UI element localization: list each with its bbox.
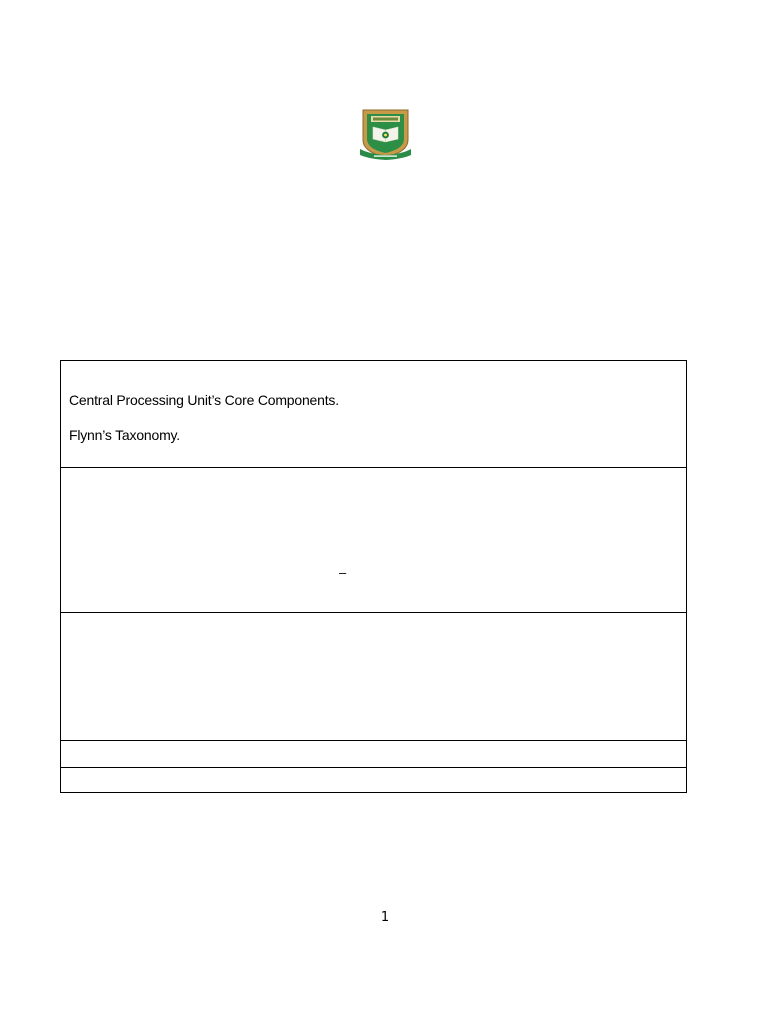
school-crest-logo: [359, 107, 412, 161]
dash-mark: –: [339, 565, 347, 580]
topic-line-flynns-taxonomy: Flynn’s Taxonomy.: [69, 427, 180, 443]
topic-line-cpu-components: Central Processing Unit’s Core Components.: [69, 392, 339, 408]
school-crest-icon: [359, 107, 412, 161]
table-row-2: [60, 467, 687, 613]
page-number: 1: [380, 910, 390, 925]
table-row-3: [60, 612, 687, 741]
table-row-5: [60, 767, 687, 793]
table-row-4: [60, 740, 687, 768]
table-row-topics: [60, 360, 687, 468]
